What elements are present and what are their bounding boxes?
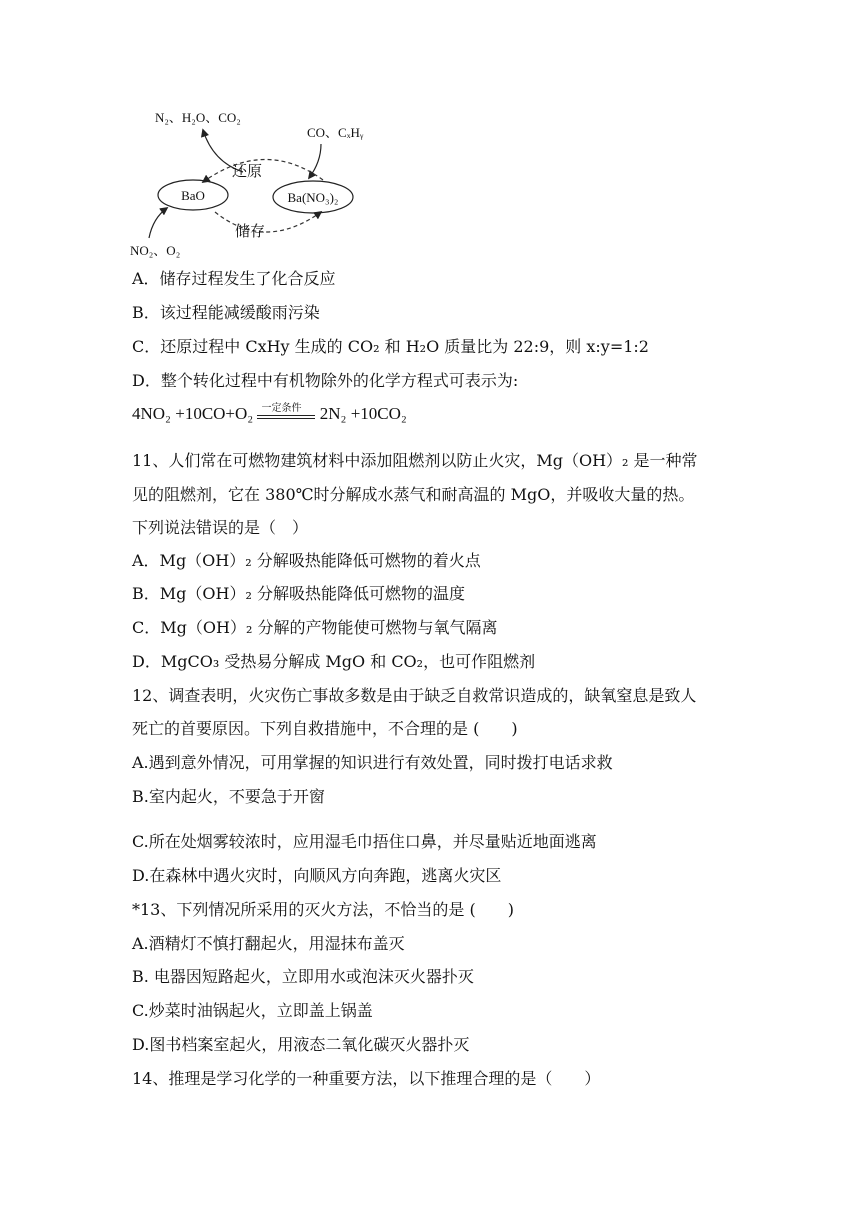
q12-option-a: A.遇到意外情况，可用掌握的知识进行有效处置，同时拨打电话求救 bbox=[132, 753, 613, 772]
q11-option-d: D．MgCO₃ 受热易分解成 MgO 和 CO₂，也可作阻燃剂 bbox=[132, 652, 536, 671]
in-arrow bbox=[309, 144, 321, 178]
input-arrow bbox=[149, 208, 167, 238]
storage-arc bbox=[215, 212, 321, 232]
q12-option-c: C.所在处烟雾较浓时，应用湿毛巾捂住口鼻，并尽量贴近地面逃离 bbox=[132, 832, 597, 851]
q10-option-d: D．整个转化过程中有机物除外的化学方程式可表示为: bbox=[132, 371, 519, 390]
top-left-label: N₂、H₂O、CO₂ bbox=[155, 110, 241, 125]
q13-stem: *13、下列情况所采用的灭火方法，不恰当的是 ( ) bbox=[132, 900, 514, 919]
q11-stem-line-1: 11、人们常在可燃物建筑材料中添加阻燃剂以防止火灾，Mg（OH）₂ 是一种常 bbox=[132, 451, 698, 470]
ba-nitrate-label: Ba(NO₃)₂ bbox=[287, 190, 339, 205]
top-right-label: CO、CₓHᵧ bbox=[307, 125, 364, 140]
equation-arrow bbox=[257, 403, 315, 422]
chemical-equation bbox=[132, 404, 407, 424]
q10-option-c: C．还原过程中 CxHy 生成的 CO₂ 和 H₂O 质量比为 22:9，则 x:y=1:2 bbox=[132, 337, 649, 356]
equation-left: 4NO₂ +10CO+O₂ bbox=[132, 404, 254, 423]
reduction-label: 还原 bbox=[232, 162, 263, 180]
reduction-arc bbox=[203, 159, 323, 182]
q10-option-b: B．该过程能减缓酸雨污染 bbox=[132, 303, 320, 322]
q11-option-a: A．Mg（OH）₂ 分解吸热能降低可燃物的着火点 bbox=[132, 551, 481, 570]
q13-option-b: B. 电器因短路起火，立即用水或泡沫灭火器扑灭 bbox=[132, 967, 474, 986]
bottom-left-label: NO₂、O₂ bbox=[130, 243, 181, 258]
q11-stem-line-3: 下列说法错误的是（ ） bbox=[132, 518, 309, 537]
q11-option-c: C．Mg（OH）₂ 分解的产物能使可燃物与氧气隔离 bbox=[132, 618, 498, 637]
q13-option-a: A.酒精灯不慎打翻起火，用湿抹布盖灭 bbox=[132, 934, 405, 953]
bao-label: BaO bbox=[181, 188, 205, 203]
q11-stem-line-2: 见的阻燃剂，它在 380℃时分解成水蒸气和耐高温的 MgO，并吸收大量的热。 bbox=[132, 485, 695, 504]
q12-option-d: D.在森林中遇火灾时，向顺风方向奔跑，逃离火灾区 bbox=[132, 866, 502, 885]
q13-option-c: C.炒菜时油锅起火，立即盖上锅盖 bbox=[132, 1001, 373, 1020]
equation-condition: 一定条件 bbox=[261, 403, 302, 415]
q10-option-a: A．储存过程发生了化合反应 bbox=[132, 269, 336, 288]
q13-option-d: D.图书档案室起火，用液态二氧化碳灭火器扑灭 bbox=[132, 1035, 470, 1054]
q12-stem-line-2: 死亡的首要原因。下列自救措施中，不合理的是 ( ) bbox=[132, 719, 518, 738]
equation-right: 2N₂ +10CO₂ bbox=[319, 404, 407, 423]
cycle-diagram bbox=[125, 100, 395, 270]
q12-option-b: B.室内起火，不要急于开窗 bbox=[132, 787, 325, 806]
q11-option-b: B．Mg（OH）₂ 分解吸热能降低可燃物的温度 bbox=[132, 584, 465, 603]
storage-label: 储存 bbox=[235, 222, 266, 240]
q12-stem-line-1: 12、调查表明，火灾伤亡事故多数是由于缺乏自救常识造成的，缺氧窒息是致人 bbox=[132, 686, 697, 705]
q14-stem: 14、推理是学习化学的一种重要方法，以下推理合理的是（ ） bbox=[132, 1069, 601, 1088]
